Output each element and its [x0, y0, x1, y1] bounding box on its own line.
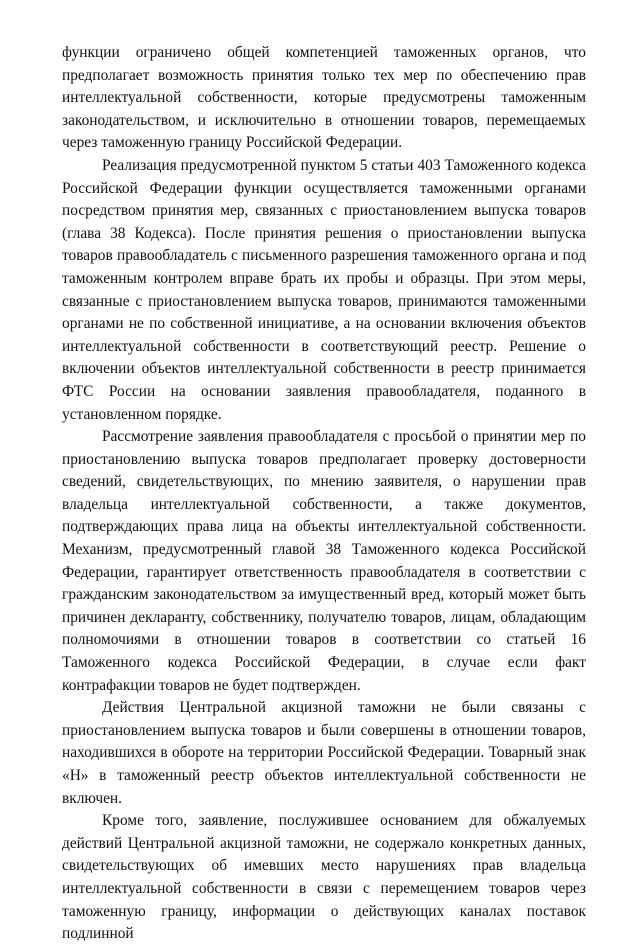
document-body — [62, 42, 586, 946]
paragraph-3: Рассмотрение заявления правообладателя с просьбой о принятии мер по приостановлению выпуска товаров предполагает проверку достоверности сведений, свидетельствующих, по мнению заявителя, о нарушении прав владельца интеллектуальной собственности, а также документов, подтверждающих права лица на объекты интеллектуальной собственности. Механизм, предусмотренный главой 38 Таможенного кодекса Российской Федерации, гарантирует ответственность правообладателя в соответствии с гражданским законодательством за имущественный вред, который может быть причинен декларанту, собственнику, получателю товаров, лицам, обладающим полномочиями в отношении товаров в соответствии со статьей 16 Таможенного кодекса Российской Федерации, в случае если факт контрафакции товаров не будет подтвержден. — [62, 428, 586, 694]
paragraph-1: функции ограничено общей компетенцией таможенных органов, что предполагает возможность принятия только тех мер по обеспечению прав интеллектуальной собственности, которые предусмотрены таможенным законодательством, и исключительно в отношении товаров, перемещаемых через таможенную границу Российской Федерации. — [62, 44, 586, 152]
paragraph-5: Кроме того, заявление, послужившее основанием для обжалуемых действий Центральной акцизной таможни, не содержало конкретных данных, свидетельствующих об имевших место нарушениях прав владельца интеллектуальной собственности в связи с перемещением товаров через таможенную границу, информации о действующих каналах поставок подлинной — [62, 812, 586, 943]
paragraph-2: Реализация предусмотренной пунктом 5 статьи 403 Таможенного кодекса Российской Федерации функции осуществляется таможенными органами посредством принятия мер, связанных с приостановлением выпуска товаров (глава 38 Кодекса). После принятия решения о приостановлении выпуска товаров правообладатель с письменного разрешения таможенного органа и под таможенным контролем вправе брать их пробы и образцы. При этом меры, связанные с приостановлением выпуска товаров, принимаются таможенными органами не по собственной инициативе, а на основании включения объектов интеллектуальной собственности в соответствующий реестр. Решение о включении объектов интеллектуальной собственности в реестр принимается ФТС России на основании заявления правообладателя, поданного в установленном порядке. — [62, 156, 586, 423]
paragraph-4: Действия Центральной акцизной таможни не были связаны с приостановлением выпуска товаров и были совершены в отношении товаров, находившихся в обороте на территории Российской Федерации. Товарный знак «Н» в таможенный реестр объектов интеллектуальной собственности не включен. — [62, 699, 586, 807]
